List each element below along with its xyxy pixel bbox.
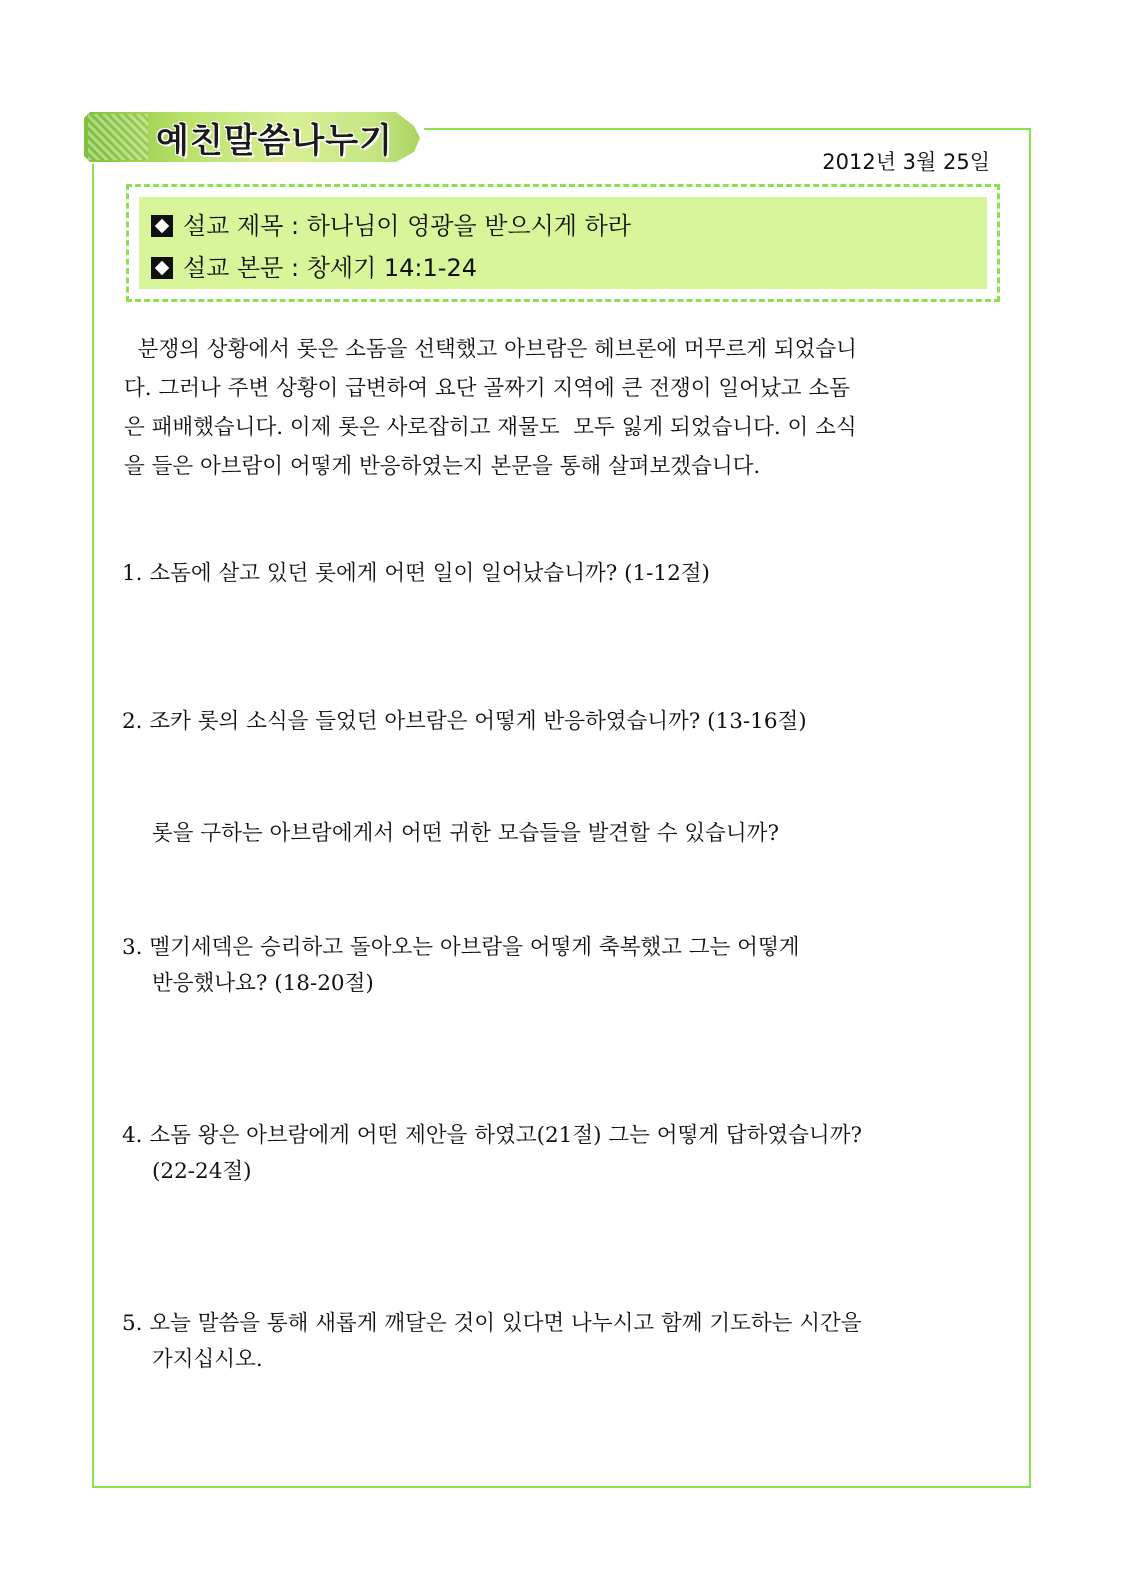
header-tab xyxy=(84,108,424,164)
question-text: 3. 멜기세덱은 승리하고 돌아오는 아브람을 어떻게 축복했고 그는 어떻게 xyxy=(122,935,800,960)
intro-line: 분쟁의 상황에서 롯은 소돔을 선택했고 아브람은 헤브론에 머무르게 되었습니 xyxy=(124,337,857,362)
question-5 xyxy=(122,1306,1002,1378)
sermon-text-reference: 설교 본문 : 창세기 14:1-24 xyxy=(183,254,477,282)
question-continuation: (22-24절) xyxy=(152,1159,252,1184)
question-3 xyxy=(122,930,1002,1002)
question-text: 1. 소돔에 살고 있던 롯에게 어떤 일이 일어났습니까? (1-12절) xyxy=(122,561,710,586)
date-label: 2012년 3월 25일 xyxy=(822,150,990,174)
question-text: 4. 소돔 왕은 아브람에게 어떤 제안을 하였고(21절) 그는 어떻게 답하였습니까? xyxy=(122,1123,862,1148)
diamond-bullet-icon xyxy=(151,215,173,237)
intro-line: 다. 그러나 주변 상황이 급변하여 요단 골짜기 지역에 큰 전쟁이 일어났고 소돔 xyxy=(124,376,850,401)
question-text: 2. 조카 롯의 소식을 들었던 아브람은 어떻게 반응하였습니까? (13-16절) xyxy=(122,709,807,734)
sermon-title-line xyxy=(151,205,975,247)
sermon-text-line xyxy=(151,247,975,289)
question-2 xyxy=(122,704,1002,740)
header-tab-texture xyxy=(88,114,148,160)
question-subtext: 롯을 구하는 아브람에게서 어떤 귀한 모습들을 발견할 수 있습니까? xyxy=(152,821,779,846)
question-1 xyxy=(122,556,1002,592)
question-continuation: 가지십시오. xyxy=(152,1347,263,1372)
question-text: 5. 오늘 말씀을 통해 새롭게 깨달은 것이 있다면 나누시고 함께 기도하는 시간을 xyxy=(122,1311,862,1336)
question-4 xyxy=(122,1118,1002,1190)
question-continuation: 반응했나요? (18-20절) xyxy=(152,971,374,996)
intro-line: 을 들은 아브람이 어떻게 반응하였는지 본문을 통해 살펴보겠습니다. xyxy=(124,454,761,479)
question-2-sub xyxy=(122,816,1002,852)
intro-paragraph xyxy=(124,330,1004,486)
diamond-bullet-icon xyxy=(151,257,173,279)
sermon-title-text: 설교 제목 : 하나님이 영광을 받으시게 하라 xyxy=(183,212,631,240)
intro-line: 은 패배했습니다. 이제 롯은 사로잡히고 재물도 모두 잃게 되었습니다. 이 소식 xyxy=(124,415,857,440)
page-title: 예친말씀나누기 xyxy=(156,121,393,161)
sermon-info-box xyxy=(126,184,1000,302)
sermon-info-inner xyxy=(139,197,987,289)
